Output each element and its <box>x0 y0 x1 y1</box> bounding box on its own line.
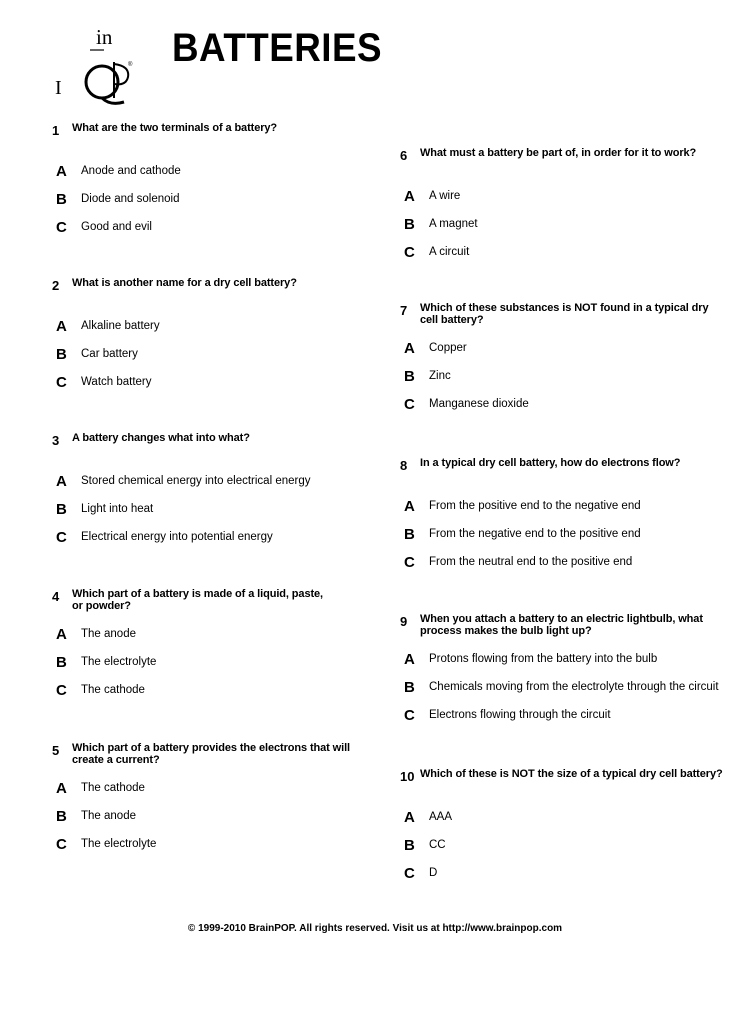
answer-choices <box>52 467 310 551</box>
question-text: Which part of a battery is made of a liquid, paste, or powder? <box>72 588 323 612</box>
question-number: 3 <box>52 433 60 448</box>
answer-choice[interactable] <box>52 340 297 368</box>
choice-text: A circuit <box>429 246 470 258</box>
question-number: 1 <box>52 123 60 138</box>
question-text: In a typical dry cell battery, how do electrons flow? <box>420 457 681 469</box>
choice-text: The cathode <box>81 684 145 696</box>
answer-choice[interactable] <box>52 368 297 396</box>
choice-letter: B <box>56 653 67 671</box>
question-number: 6 <box>400 148 408 163</box>
choice-letter: A <box>56 317 67 335</box>
question-text: Which of these substances is NOT found in a typical dry cell battery? <box>420 302 709 326</box>
answer-choice[interactable] <box>52 467 310 495</box>
answer-choice[interactable] <box>52 185 277 213</box>
answer-choice[interactable] <box>400 673 719 701</box>
answer-choice[interactable] <box>52 213 277 241</box>
choice-text: Diode and solenoid <box>81 193 180 205</box>
choice-text: The cathode <box>81 782 145 794</box>
answer-choices <box>52 312 297 396</box>
question-text: What must a battery be part of, in order for it to work? <box>420 147 697 159</box>
choice-letter: C <box>56 218 67 236</box>
question-8 <box>400 457 680 576</box>
answer-choices <box>400 803 723 887</box>
choice-text: The electrolyte <box>81 838 157 850</box>
answer-choice[interactable] <box>52 157 277 185</box>
choice-letter: C <box>56 835 67 853</box>
choice-letter: B <box>404 367 415 385</box>
choice-text: Manganese dioxide <box>429 398 529 410</box>
choice-letter: B <box>56 190 67 208</box>
choice-letter: B <box>404 678 415 696</box>
choice-text: The electrolyte <box>81 656 157 668</box>
choice-letter: A <box>56 472 67 490</box>
choice-text: CC <box>429 839 446 851</box>
choice-text: Electrical energy into potential energy <box>81 531 273 543</box>
question-3 <box>52 432 310 551</box>
question-number: 8 <box>400 458 408 473</box>
choice-letter: B <box>404 836 415 854</box>
choice-letter: A <box>56 779 67 797</box>
choice-letter: B <box>404 215 415 233</box>
answer-choices <box>400 182 696 266</box>
question-text: What are the two terminals of a battery? <box>72 122 278 134</box>
svg-text:I: I <box>55 77 62 99</box>
brainpop-logo-icon <box>50 22 150 107</box>
question-9 <box>400 613 719 729</box>
answer-choices <box>400 645 719 729</box>
answer-choice[interactable] <box>52 495 310 523</box>
question-6 <box>400 147 696 266</box>
answer-choice[interactable] <box>52 648 332 676</box>
answer-choice[interactable] <box>400 334 720 362</box>
question-7 <box>400 302 720 418</box>
question-5 <box>52 742 357 858</box>
brainpop-logo <box>50 22 150 107</box>
svg-text:in: in <box>96 25 113 49</box>
answer-choice[interactable] <box>52 774 357 802</box>
answer-choice[interactable] <box>400 645 719 673</box>
answer-choices <box>52 620 332 704</box>
choice-letter: C <box>404 553 415 571</box>
answer-choices <box>400 492 680 576</box>
question-2 <box>52 277 297 396</box>
answer-choice[interactable] <box>400 859 723 887</box>
question-number: 7 <box>400 303 408 318</box>
answer-choice[interactable] <box>400 182 696 210</box>
choice-text: Light into heat <box>81 503 154 515</box>
choice-text: D <box>429 867 438 879</box>
question-text: Which part of a battery provides the electrons that will create a current? <box>72 742 351 766</box>
question-4 <box>52 588 332 704</box>
choice-letter: C <box>404 395 415 413</box>
question-number: 10 <box>400 769 415 784</box>
choice-letter: C <box>404 864 415 882</box>
choice-text: AAA <box>429 811 453 823</box>
choice-letter: C <box>56 681 67 699</box>
question-text: What is another name for a dry cell battery? <box>72 277 297 289</box>
answer-choices <box>400 334 720 418</box>
choice-text: A magnet <box>429 218 478 230</box>
choice-letter: A <box>404 650 415 668</box>
choice-text: From the negative end to the positive end <box>429 528 641 540</box>
answer-choice[interactable] <box>400 362 720 390</box>
answer-choice[interactable] <box>52 802 357 830</box>
answer-choices <box>52 157 277 241</box>
answer-choice[interactable] <box>400 803 723 831</box>
choice-letter: B <box>56 807 67 825</box>
choice-text: Car battery <box>81 348 138 360</box>
choice-text: Copper <box>429 342 467 354</box>
answer-choice[interactable] <box>52 523 310 551</box>
choice-letter: A <box>56 625 67 643</box>
choice-letter: A <box>404 187 415 205</box>
answer-choice[interactable] <box>52 676 332 704</box>
question-number: 9 <box>400 614 408 629</box>
answer-choice[interactable] <box>52 620 332 648</box>
page-title: BATTERIES <box>172 26 382 70</box>
answer-choice[interactable] <box>400 831 723 859</box>
choice-text: Anode and cathode <box>81 165 181 177</box>
answer-choice[interactable] <box>52 830 357 858</box>
choice-letter: A <box>404 808 415 826</box>
answer-choice[interactable] <box>400 520 680 548</box>
answer-choice[interactable] <box>400 390 720 418</box>
answer-choices <box>52 774 357 858</box>
choice-text: Watch battery <box>81 376 152 388</box>
choice-letter: B <box>404 525 415 543</box>
choice-text: Alkaline battery <box>81 320 160 332</box>
answer-choice[interactable] <box>400 210 696 238</box>
question-text: When you attach a battery to an electric lightbulb, what process makes the bulb light up? <box>420 613 703 637</box>
choice-letter: C <box>404 243 415 261</box>
choice-text: Zinc <box>429 370 451 382</box>
question-text: Which of these is NOT the size of a typical dry cell battery? <box>420 768 723 780</box>
choice-letter: C <box>404 706 415 724</box>
choice-text: Electrons flowing through the circuit <box>429 709 611 721</box>
choice-text: The anode <box>81 810 136 822</box>
choice-letter: A <box>404 497 415 515</box>
choice-letter: B <box>56 345 67 363</box>
answer-choice[interactable] <box>400 548 680 576</box>
choice-text: Stored chemical energy into electrical energy <box>81 475 311 487</box>
copyright-footer: © 1999-2010 BrainPOP. All rights reserved. Visit us at http://www.brainpop.com <box>187 923 563 934</box>
choice-text: Good and evil <box>81 221 152 233</box>
question-number: 4 <box>52 589 60 604</box>
question-number: 5 <box>52 743 60 758</box>
choice-letter: A <box>404 339 415 357</box>
choice-letter: B <box>56 500 67 518</box>
choice-text: From the neutral end to the positive end <box>429 556 633 568</box>
choice-text: From the positive end to the negative end <box>429 500 641 512</box>
choice-letter: C <box>56 373 67 391</box>
choice-letter: A <box>56 162 67 180</box>
choice-text: Protons flowing from the battery into the bulb <box>429 653 658 665</box>
choice-text: A wire <box>429 190 461 202</box>
choice-text: The anode <box>81 628 136 640</box>
question-text: A battery changes what into what? <box>72 432 250 444</box>
choice-text: Chemicals moving from the electrolyte through the circuit <box>429 681 719 693</box>
question-number: 2 <box>52 278 60 293</box>
answer-choice[interactable] <box>400 238 696 266</box>
question-1 <box>52 122 277 241</box>
answer-choice[interactable] <box>400 701 719 729</box>
choice-letter: C <box>56 528 67 546</box>
answer-choice[interactable] <box>400 492 680 520</box>
svg-text:®: ® <box>128 62 133 68</box>
question-10 <box>400 768 723 887</box>
answer-choice[interactable] <box>52 312 297 340</box>
